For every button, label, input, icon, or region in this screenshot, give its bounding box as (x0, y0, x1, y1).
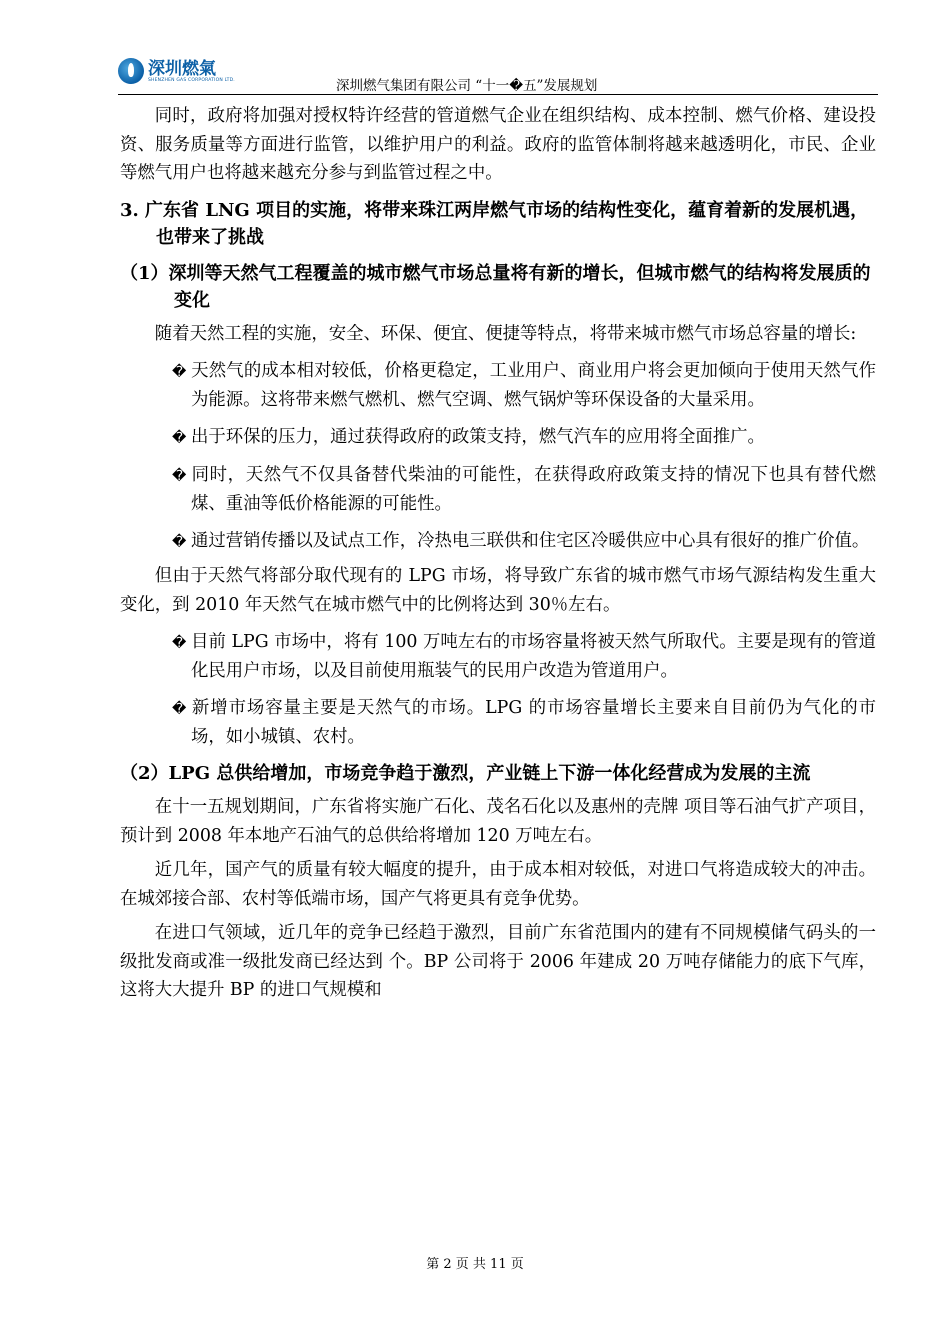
bullet-icon: � (172, 364, 187, 380)
document-body (120, 96, 876, 1005)
paragraph: 同时，政府将加强对授权特许经营的管道燃气企业在组织结构、成本控制、燃气价格、建设投资、服务质量等方面进行监管，以维护用户的利益。政府的监管体制将越来越透明化，市民、企业等燃气用户也将越来越充分参与到监管过程之中。 (120, 106, 876, 183)
bullet-item (172, 461, 876, 518)
paragraph: 近几年，国产气的质量有较大幅度的提升，由于成本相对较低，对进口气将造成较大的冲击。在城郊接合部、农村等低端市场，国产气将更具有竞争优势。 (120, 860, 876, 909)
bullet-item (172, 694, 876, 751)
bullet-icon: � (172, 430, 187, 446)
bullet-text: 出于环保的压力，通过获得政府的政策支持，燃气汽车的应用将全面推广。 (191, 427, 765, 447)
subsection-heading-1: （1）深圳等天然气工程覆盖的城市燃气市场总量将有新的增长，但城市燃气的结构将发展质的变化 (120, 262, 871, 311)
bullet-item (172, 357, 876, 414)
bullet-text: 同时，天然气不仅具备替代柴油的可能性，在获得政府政策支持的情况下也具有替代燃煤、重油等低价格能源的可能性。 (191, 465, 876, 514)
logo-chinese-name: 深圳燃氣 (148, 58, 216, 79)
paragraph: 在十一五规划期间，广东省将实施广石化、茂名石化以及惠州的壳牌 项目等石油气扩产项目，预计到 2008 年本地产石油气的总供给将增加 120 万吨左右。 (120, 797, 876, 846)
page-header (118, 54, 878, 95)
paragraph: 但由于天然气将部分取代现有的 LPG 市场，将导致广东省的城市燃气市场气源结构发生重大变化，到 2010 年天然气在城市燃气中的比例将达到 30％左右。 (120, 566, 876, 615)
paragraph: 随着天然工程的实施，安全、环保、便宜、便捷等特点，将带来城市燃气市场总容量的增长: (154, 323, 857, 344)
subsection-heading-2: （2）LPG 总供给增加，市场竞争趋于激烈，产业链上下游一体化经营成为发展的主流 (120, 763, 811, 784)
section-heading-3: 3. 广东省 LNG 项目的实施，将带来珠江两岸燃气市场的结构性变化，蕴育着新的发展机遇，也带来了挑战 (120, 199, 869, 248)
bullet-item (172, 423, 876, 452)
bullet-icon: � (172, 635, 187, 651)
bullet-text: 新增市场容量主要是天然气的市场。LPG 的市场容量增长主要来自目前仍为气化的市场，如小城镇、农村。 (191, 698, 876, 747)
company-logo (118, 56, 235, 86)
paragraph: 在进口气领域，近几年的竞争已经趋于激烈，目前广东省范围内的建有不同规模储气码头的一级批发商或准一级批发商已经达到 个。BP 公司将于 2006 年建成 20 万吨存储能力的底下气库，这将大大提升 BP 的进口气规模和 (120, 923, 876, 1000)
bullet-icon: � (172, 534, 187, 550)
logo-english-name: SHENZHEN GAS CORPORATION LTD. (148, 77, 235, 83)
page-number: 第 2 页 共 11 页 (426, 1257, 524, 1272)
bullet-item (172, 628, 876, 685)
bullet-item (172, 527, 876, 556)
bullet-icon: � (172, 468, 187, 484)
flame-logo-icon (118, 58, 144, 84)
header-title: 深圳燃气集团有限公司 “十一�五”发展规划 (336, 78, 598, 94)
bullet-text: 通过营销传播以及试点工作，冷热电三联供和住宅区冷暖供应中心具有很好的推广价值。 (191, 531, 870, 551)
bullet-text: 目前 LPG 市场中，将有 100 万吨左右的市场容量将被天然气所取代。主要是现有的管道化民用户市场，以及目前使用瓶装气的民用户改造为管道用户。 (191, 632, 876, 681)
bullet-icon: � (172, 701, 187, 717)
bullet-text: 天然气的成本相对较低，价格更稳定，工业用户、商业用户将会更加倾向于使用天然气作为能源。这将带来燃气燃机、燃气空调、燃气锅炉等环保设备的大量采用。 (191, 361, 876, 410)
